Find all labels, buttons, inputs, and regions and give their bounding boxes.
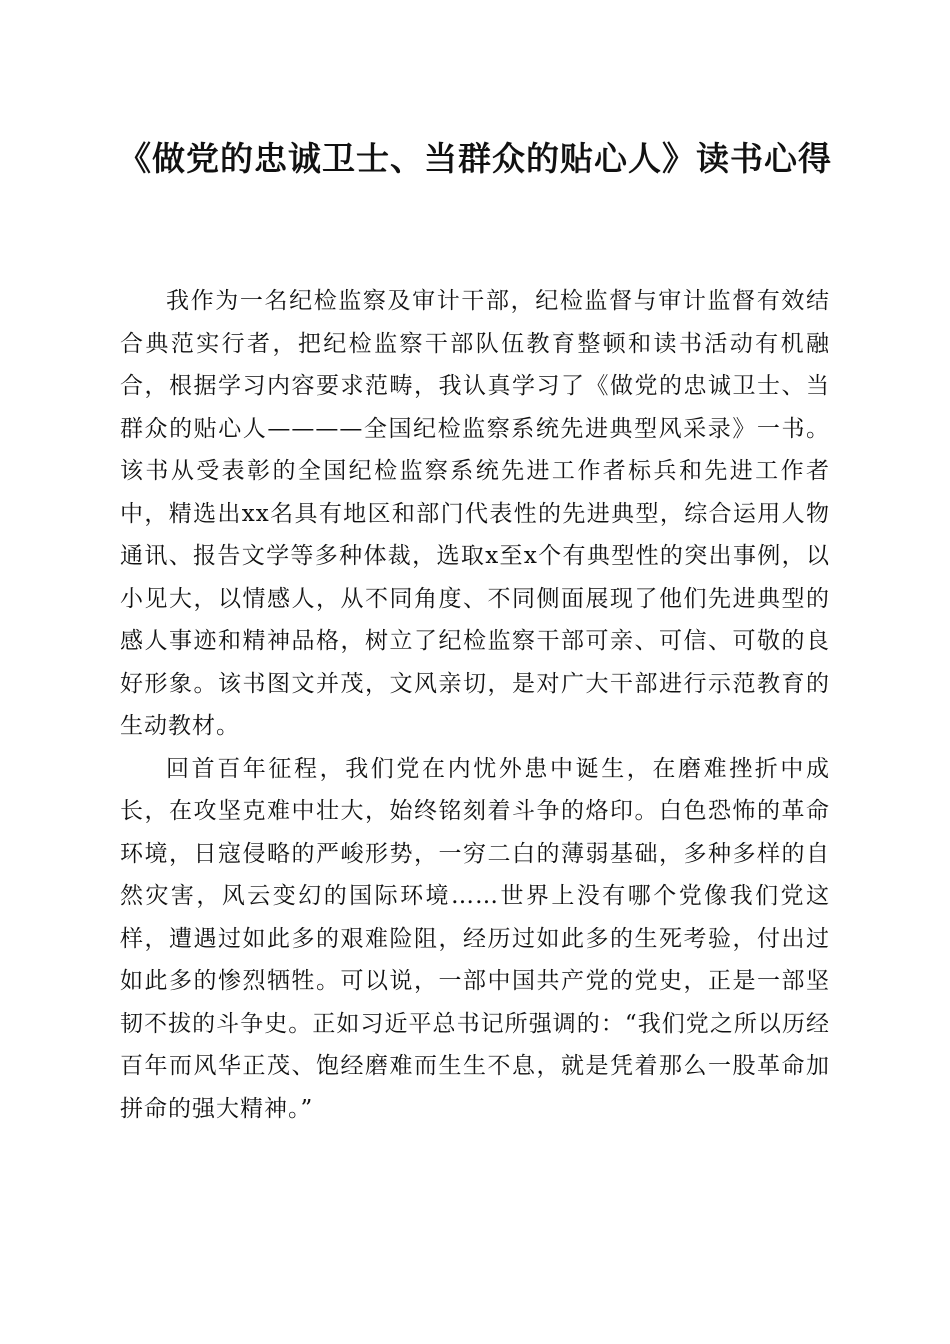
document-title: 《做党的忠诚卫士、当群众的贴心人》读书心得 bbox=[118, 139, 832, 178]
paragraph-1: 我作为一名纪检监察及审计干部，纪检监督与审计监督有效结合典范实行者，把纪检监察干部队伍教育整顿和读书活动有机融合，根据学习内容要求范畴，我认真学习了《做党的忠诚卫士、当群众的贴心人————全国纪检监察系统先进典型风采录》一书。该书从受表彰的全国纪检监察系统先进工作者标兵和先进工作者中，精选出xx名具有地区和部门代表性的先进典型，综合运用人物通讯、报告文学等多种体裁，选取x至x个有典型性的突出事例，以小见大，以情感人，从不同角度、不同侧面展现了他们先进典型的感人事迹和精神品格，树立了纪检监察干部可亲、可信、可敬的良好形象。该书图文并茂，文风亲切，是对广大干部进行示范教育的生动教材。 bbox=[120, 288, 830, 739]
document-body bbox=[120, 280, 830, 1130]
paragraph-2: 回首百年征程，我们党在内忧外患中诞生，在磨难挫折中成长，在攻坚克难中壮大，始终铭刻着斗争的烙印。白色恐怖的革命环境，日寇侵略的严峻形势，一穷二白的薄弱基础，多种多样的自然灾害，风云变幻的国际环境……世界上没有哪个党像我们党这样，遭遇过如此多的艰难险阻，经历过如此多的生死考验，付出过如此多的惨烈牺牲。可以说，一部中国共产党的党史，正是一部坚韧不拔的斗争史。正如习近平总书记所强调的：“我们党之所以历经百年而风华正茂、饱经磨难而生生不息，就是凭着那么一股革命加拼命的强大精神。” bbox=[120, 755, 830, 1122]
